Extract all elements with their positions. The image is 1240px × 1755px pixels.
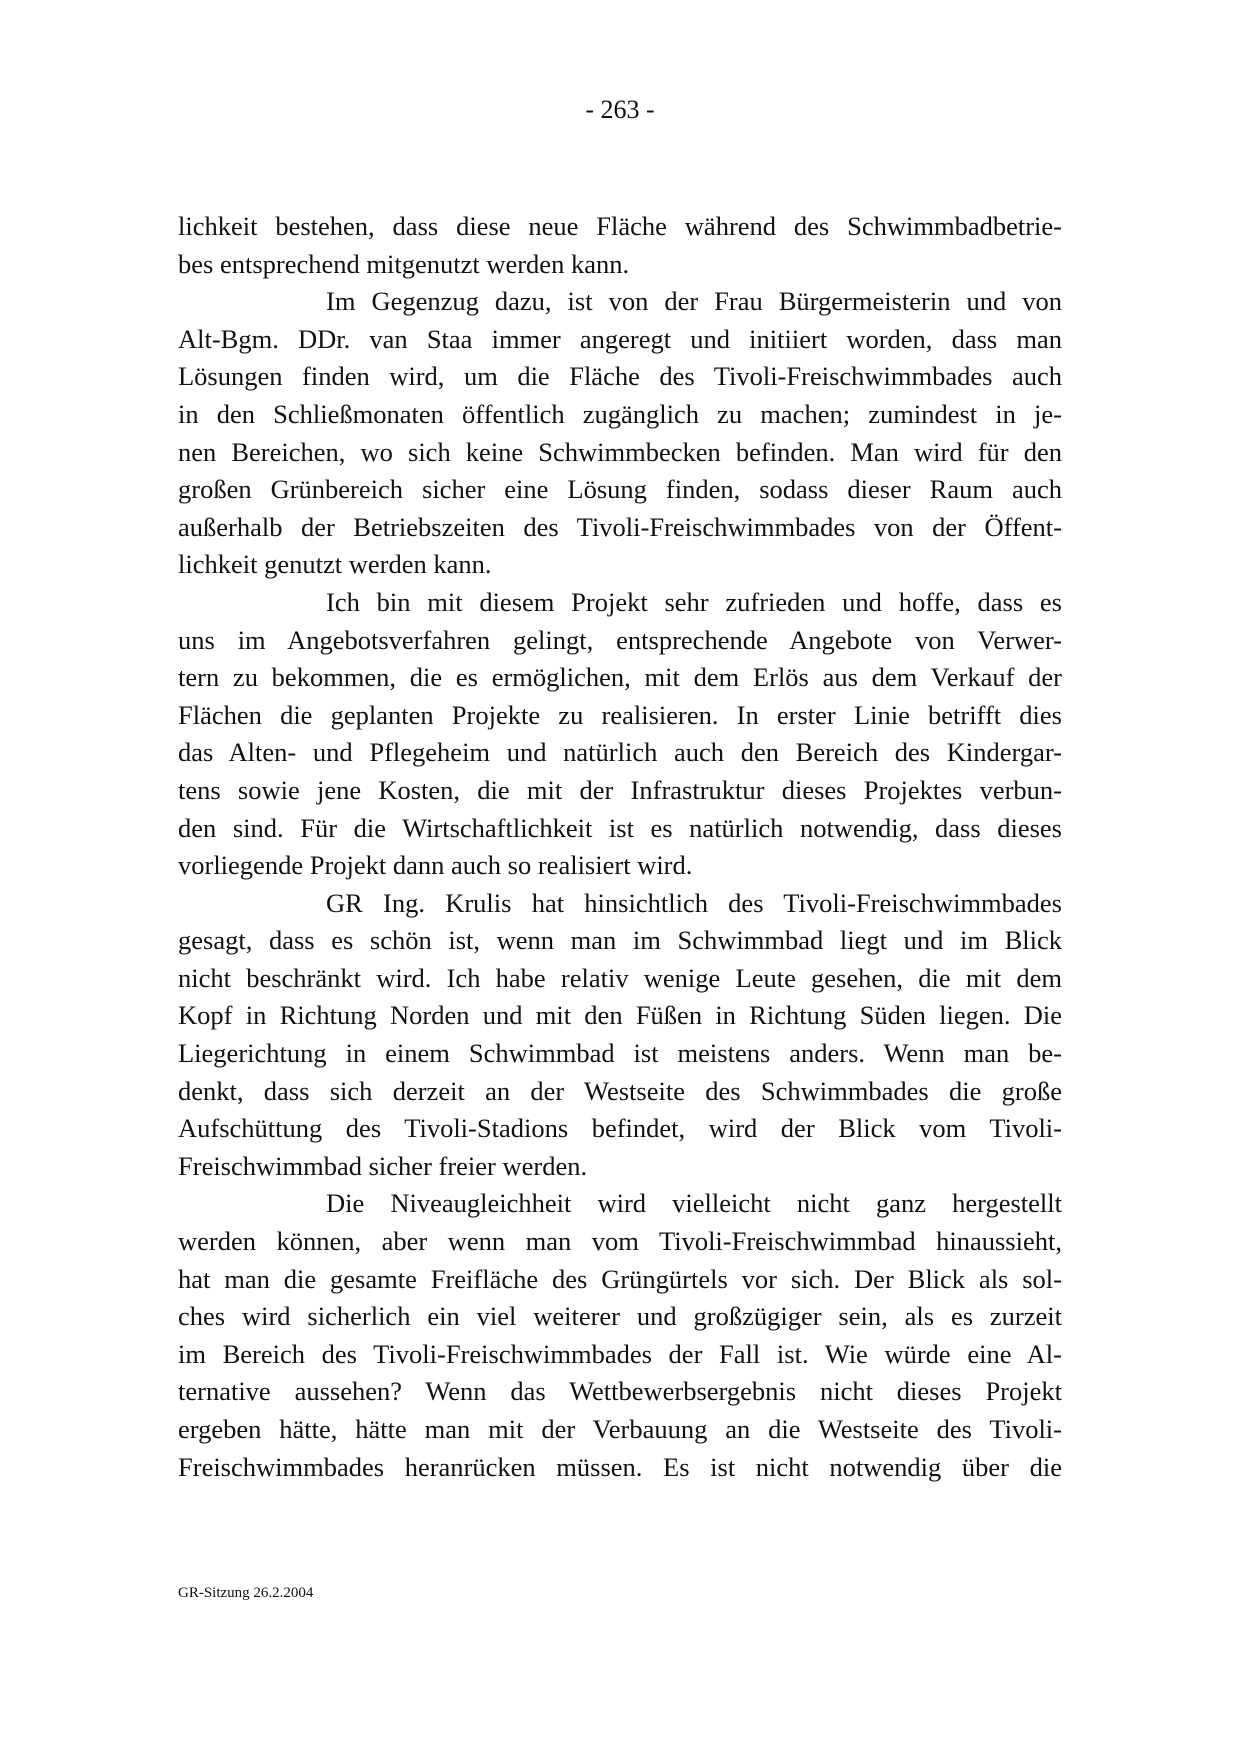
text-line: Die Niveaugleichheit wird vielleicht nicht ganz hergestellt (326, 1188, 1062, 1219)
text-line: tern zu bekommen, die es ermöglichen, mit dem Erlös aus dem Verkauf der (178, 662, 1062, 693)
text-line: großen Grünbereich sicher eine Lösung finden, sodass dieser Raum auch (178, 474, 1062, 505)
text-line: denkt, dass sich derzeit an der Westseite des Schwimmbades die große (178, 1075, 1062, 1106)
text-line: GR Ing. Krulis hat hinsichtlich des Tivoli-Freischwimmbades (326, 887, 1062, 918)
paragraph (178, 283, 1062, 584)
text-line: ternative aussehen? Wenn das Wettbewerbsergebnis nicht dieses Projekt (178, 1376, 1062, 1407)
paragraph (178, 1185, 1062, 1486)
text-line: Flächen die geplanten Projekte zu realisieren. In erster Linie betrifft dies (178, 699, 1062, 730)
footer-session-date: GR-Sitzung 26.2.2004 (178, 1585, 314, 1601)
text-line: uns im Angebotsverfahren gelingt, entsprechende Angebote von Verwer- (178, 624, 1062, 655)
text-line: ches wird sicherlich ein viel weiterer und großzügiger sein, als es zurzeit (178, 1301, 1062, 1332)
text-line: den sind. Für die Wirtschaftlichkeit ist es natürlich notwendig, dass dieses (178, 812, 1062, 843)
text-line: gesagt, dass es schön ist, wenn man im Schwimmbad liegt und im Blick (178, 925, 1062, 956)
text-line: im Bereich des Tivoli-Freischwimmbades der Fall ist. Wie würde eine Al- (178, 1338, 1062, 1369)
paragraph (178, 208, 1062, 283)
text-line: tens sowie jene Kosten, die mit der Infrastruktur dieses Projektes verbun- (178, 774, 1062, 805)
text-line: Lösungen finden wird, um die Fläche des Tivoli-Freischwimmbades auch (178, 361, 1062, 392)
text-line: Alt-Bgm. DDr. van Staa immer angeregt und initiiert worden, dass man (178, 323, 1062, 354)
text-line: Freischwimmbad sicher freier werden. (178, 1150, 588, 1181)
text-line: nen Bereichen, wo sich keine Schwimmbecken befinden. Man wird für den (178, 436, 1062, 467)
text-line: das Alten- und Pflegeheim und natürlich auch den Bereich des Kindergar- (178, 737, 1062, 768)
text-line: Liegerichtung in einem Schwimmbad ist meistens anders. Wenn man be- (178, 1038, 1062, 1069)
text-line: in den Schließmonaten öffentlich zugänglich zu machen; zumindest in je- (178, 398, 1062, 429)
text-line: nicht beschränkt wird. Ich habe relativ wenige Leute gesehen, die mit dem (178, 962, 1062, 993)
text-line: hat man die gesamte Freifläche des Grüngürtels vor sich. Der Blick als sol- (178, 1263, 1062, 1294)
text-line: Freischwimmbades heranrücken müssen. Es ist nicht notwendig über die (178, 1451, 1062, 1482)
text-line: lichkeit bestehen, dass diese neue Fläche während des Schwimmbadbetrie- (178, 211, 1062, 241)
text-line: außerhalb der Betriebszeiten des Tivoli-Freischwimmbades von der Öffent- (178, 511, 1062, 542)
document-body (178, 208, 1062, 1486)
text-line: ergeben hätte, hätte man mit der Verbauung an die Westseite des Tivoli- (178, 1414, 1062, 1444)
text-line: bes entsprechend mitgenutzt werden kann. (178, 248, 630, 279)
page-number: - 263 - (585, 95, 655, 124)
text-line: Ich bin mit diesem Projekt sehr zufrieden und hoffe, dass es (326, 586, 1062, 617)
paragraph (178, 584, 1062, 885)
text-line: Im Gegenzug dazu, ist von der Frau Bürgermeisterin und von (326, 286, 1062, 317)
text-line: lichkeit genutzt werden kann. (178, 549, 492, 580)
text-line: werden können, aber wenn man vom Tivoli-Freischwimmbad hinaussieht, (178, 1226, 1062, 1257)
text-line: Aufschüttung des Tivoli-Stadions befindet, wird der Blick vom Tivoli- (178, 1113, 1062, 1144)
text-line: vorliegende Projekt dann auch so realisiert wird. (178, 850, 693, 881)
paragraph (178, 885, 1062, 1186)
text-line: Kopf in Richtung Norden und mit den Füßen in Richtung Süden liegen. Die (178, 1000, 1062, 1031)
